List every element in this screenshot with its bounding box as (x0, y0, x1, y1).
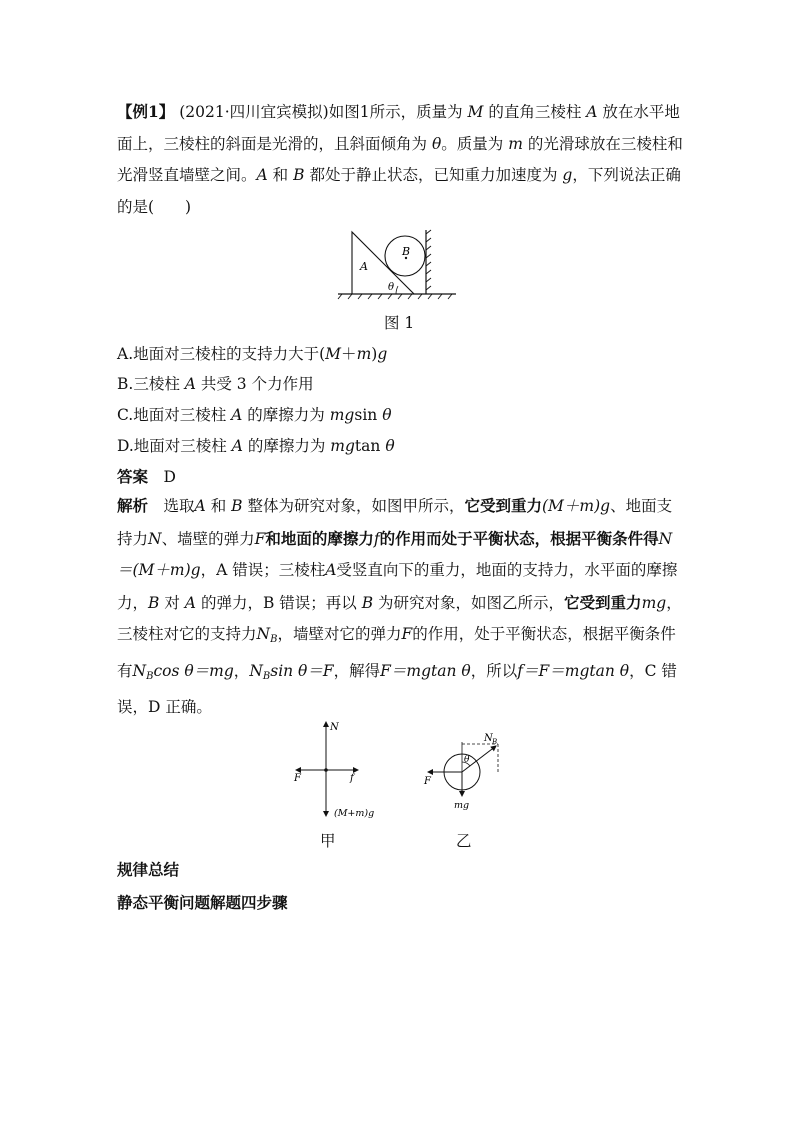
equation-2: cos θ＝mg (153, 661, 234, 680)
var-M: M (325, 345, 342, 363)
point-object (324, 768, 328, 772)
label-NB-sub: B (492, 738, 498, 746)
option-text: sin (354, 406, 383, 424)
var-m: m (356, 345, 372, 363)
var-theta: θ (385, 437, 395, 455)
option-text: B.三棱柱 (117, 375, 185, 393)
option-d (117, 434, 395, 456)
analysis-text-run: ，所以 (470, 661, 518, 680)
question-label: 【例1】 (117, 102, 175, 121)
var-A: A (586, 103, 598, 121)
stem-text: ，下列说法正确的是( ) (117, 166, 681, 216)
figure-yi (418, 728, 508, 814)
stem-text: 和 (272, 166, 289, 184)
subscript-B: B (270, 634, 278, 645)
option-text: A.地面对三棱柱的支持力大于( (117, 345, 326, 363)
label-F: F (424, 776, 431, 787)
var-F: F (254, 529, 266, 548)
var-A: A (184, 593, 196, 612)
summary-title: 规律总结 (117, 860, 180, 879)
figure-yi-caption: 乙 (456, 832, 472, 850)
option-text: D.地面对三棱柱 (117, 437, 232, 455)
subscript-B: B (146, 670, 154, 682)
analysis-text-run: 的弹力，B 错误；再以 (200, 593, 357, 612)
option-text: tan (354, 437, 386, 455)
analysis-text-run: ，墙壁对它的弹力 (277, 625, 402, 643)
figure-1-caption: 图 1 (384, 314, 415, 332)
var-A: A (231, 437, 243, 455)
var-theta: θ (382, 406, 392, 424)
option-c (117, 403, 392, 425)
analysis-text-run: 受竖直向下的重力，地面的支持力，水平面的摩擦力， (117, 561, 678, 612)
var-g: g (562, 166, 573, 184)
analysis-text-run: 整体为研究对象，如图甲所示， (247, 497, 465, 515)
analysis-text-run: 的作用而处于平衡状态，根据平衡条件得 (379, 528, 659, 548)
answer-value: D (163, 468, 176, 486)
angle-arc (396, 286, 398, 294)
stem-text: 如图1所示，质量为 (328, 103, 463, 121)
analysis-text-run: ，A 错误；三棱柱 (200, 561, 326, 579)
var-M: M (467, 103, 484, 121)
equation-5: f＝F＝mgtan θ (517, 661, 630, 680)
question-source: (2021·四川宜宾模拟) (179, 103, 329, 121)
var-N: N (148, 529, 162, 548)
var-mg: mg (641, 593, 667, 612)
analysis-text-run: ，C 错误，D 正确。 (117, 661, 677, 716)
wall-hatch (426, 230, 431, 290)
option-text: 的摩擦力为 (242, 437, 331, 455)
var-B: B (361, 593, 374, 612)
var-A: A (184, 375, 196, 393)
stem-text: 放在水平地面上，三棱柱的斜面是光滑的，且斜面倾角为 (117, 103, 680, 153)
var-B: B (293, 166, 305, 184)
var-m: m (508, 134, 523, 153)
analysis-text-run: ，解得 (333, 661, 381, 680)
analysis-text-run: 它受到重力 (564, 592, 642, 612)
analysis-text-run: 、墙壁的弹力 (161, 529, 255, 548)
analysis-text-run: 它受到重力 (464, 496, 542, 515)
var-NB: N (249, 661, 263, 680)
label-B: B (402, 245, 411, 258)
plus-sign: ＋ (341, 345, 357, 363)
var-f: f (373, 529, 380, 548)
subscript-B: B (262, 670, 271, 682)
var-theta: θ (431, 134, 442, 153)
option-text: C.地面对三棱柱 (117, 406, 232, 424)
summary-subtitle: 静态平衡问题解题四步骤 (117, 893, 288, 912)
expr-Mm-g: (M＋m)g (542, 497, 611, 515)
analysis-text-run: 选取 (163, 497, 195, 515)
label-gravity: (M+m)g (334, 808, 375, 819)
stem-text: 。质量为 (441, 134, 504, 153)
label-mg: mg (454, 800, 470, 811)
figure-jia-caption: 甲 (320, 832, 336, 850)
stem-text: 的光滑球放在三棱柱和光滑竖直墙壁之间。 (117, 134, 683, 184)
analysis-text-run: ，三棱柱对它的支持力 (117, 593, 682, 643)
label-f: f (350, 773, 354, 784)
equation-3: sin θ＝F (270, 661, 334, 680)
analysis-text-run: 和地面的摩擦力 (265, 528, 374, 548)
analysis-text-run: 对 (164, 593, 180, 612)
var-mg: mg (329, 406, 355, 424)
var-B: B (231, 497, 243, 515)
var-A: A (256, 166, 268, 184)
var-NB: N (132, 661, 147, 680)
ground-hatch (338, 294, 452, 299)
analysis-text-run: ， (233, 661, 250, 680)
analysis-text-run: 的作用，处于平衡状态，根据平衡条件有 (117, 625, 676, 680)
label-theta: θ (464, 755, 470, 765)
equation-1: N＝(M＋m)g (117, 529, 673, 579)
label-A: A (360, 260, 368, 273)
label-N: N (330, 722, 339, 733)
option-text: 共受 3 个力作用 (195, 375, 314, 393)
stem-text: 的直角三棱柱 (488, 103, 582, 121)
option-text: ) (371, 345, 378, 363)
var-A: A (231, 406, 243, 424)
var-A: A (194, 497, 206, 515)
label-F: F (294, 773, 301, 784)
stem-text: 都处于静止状态，已知重力加速度为 (309, 166, 558, 184)
analysis-text-run: 为研究对象，如图乙所示， (378, 593, 565, 612)
analysis-text-run: 、地面支持力 (117, 497, 673, 548)
analysis-label: 解析 (117, 496, 149, 515)
answer (117, 465, 176, 487)
var-NB: N (256, 625, 271, 643)
label-theta: θ (388, 282, 395, 293)
answer-label: 答案 (117, 467, 149, 486)
figure-jia (286, 716, 396, 824)
var-A: A (325, 561, 337, 579)
question-stem (117, 96, 687, 223)
analysis-text-run: 和 (210, 497, 227, 515)
equation-4: F＝mgtan θ (380, 661, 471, 680)
figure-1 (330, 226, 470, 300)
var-mg: mg (330, 437, 355, 455)
option-b (117, 372, 314, 394)
analysis-text (117, 490, 687, 724)
var-B: B (148, 593, 160, 612)
option-text: 的摩擦力为 (242, 406, 330, 424)
option-a (117, 342, 387, 364)
var-g: g (377, 345, 388, 363)
label-NB: N (484, 733, 493, 744)
var-F: F (401, 625, 413, 643)
